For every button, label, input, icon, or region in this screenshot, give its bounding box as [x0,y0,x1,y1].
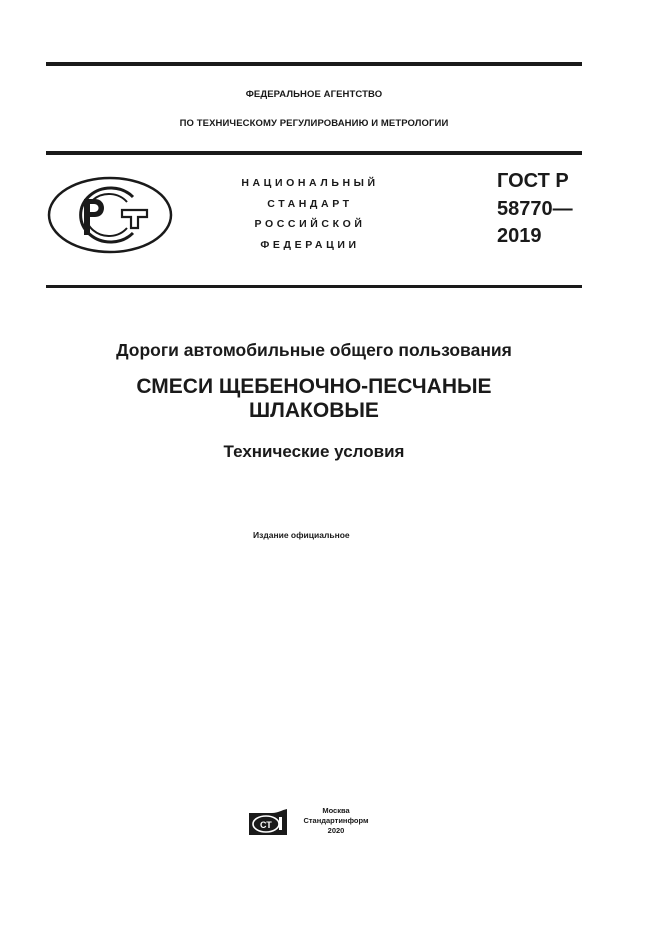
title-line-1: СМЕСИ ЩЕБЕНОЧНО-ПЕСЧАНЫЕ [136,375,492,398]
publisher-name: Стандартинформ [303,816,369,825]
svg-text:СТ: СТ [260,820,272,830]
document-title [46,375,582,423]
edition-label: Издание официальное [253,530,350,540]
agency-line-2: ПО ТЕХНИЧЕСКОМУ РЕГУЛИРОВАНИЮ И МЕТРОЛОГИИ [179,118,449,129]
standard-block-rule [46,285,582,288]
designation-line: ГОСТ Р [497,170,569,192]
national-standard-line: ФЕДЕРАЦИИ [260,238,360,251]
title-line-2: ШЛАКОВЫЕ [249,399,379,422]
header-rule [46,151,582,155]
publisher-city: Москва [322,806,350,815]
designation-line: 2019 [497,225,542,247]
document-subtitle: Технические условия [223,442,405,461]
top-rule [46,62,582,66]
document-category: Дороги автомобильные общего пользования [116,340,512,360]
agency-line-1: ФЕДЕРАЛЬНОЕ АГЕНТСТВО [245,89,383,100]
publisher-info [296,806,376,836]
national-standard-line: СТАНДАРТ [267,197,353,210]
designation-line: 58770— [497,197,573,220]
national-standard-line: РОССИЙСКОЙ [254,218,366,230]
rst-logo-icon [47,175,173,255]
national-standard-line: НАЦИОНАЛЬНЫЙ [241,177,379,189]
publisher-year: 2020 [327,826,345,835]
standartinform-logo-icon [248,808,288,836]
standard-designation [497,168,573,251]
national-standard-label [240,173,380,255]
